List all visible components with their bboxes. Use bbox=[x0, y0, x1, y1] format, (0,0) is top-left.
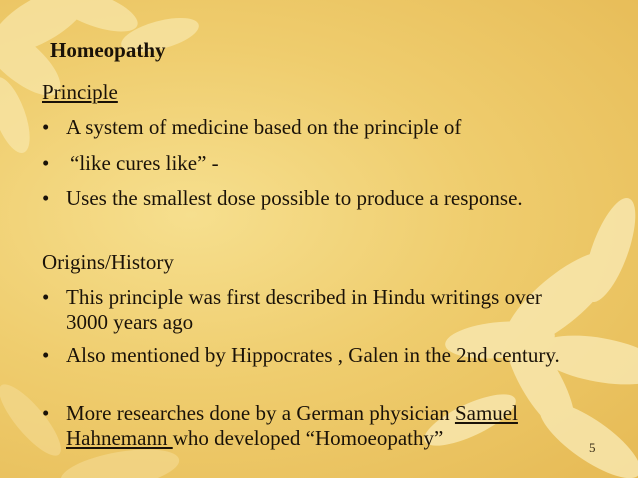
bullet-text: Also mentioned by Hippocrates , Galen in the 2nd century. bbox=[66, 343, 560, 367]
bullet-dot: • bbox=[42, 285, 50, 309]
bullet-text: A system of medicine based on the principle of bbox=[66, 115, 462, 139]
bullet-text: Uses the smallest dose possible to produce a response. bbox=[66, 186, 523, 210]
bullet-text: “like cures like” - bbox=[70, 151, 219, 175]
bullet-dot: • bbox=[42, 115, 50, 139]
section-heading-principle: Principle bbox=[42, 80, 118, 104]
bullet-dot: • bbox=[42, 151, 50, 175]
bullet-dot: • bbox=[42, 401, 50, 425]
slide-number: 5 bbox=[589, 440, 596, 455]
bullet-dot: • bbox=[42, 186, 50, 210]
bullet-dot: • bbox=[42, 343, 50, 367]
bullet-text-start: More researches done by a German physician bbox=[66, 401, 455, 425]
slide-title: Homeopathy bbox=[50, 38, 166, 62]
bullet-text: This principle was first described in Hindu writings over 3000 years ago bbox=[66, 285, 542, 334]
samuel-hahnemann-link[interactable]: Samuel Hahnemann bbox=[66, 401, 518, 450]
section-heading-origins-history: Origins/History bbox=[42, 250, 174, 274]
bullet-text-end: who developed “Homoeopathy” bbox=[172, 426, 444, 450]
bullet-text bbox=[66, 401, 606, 451]
